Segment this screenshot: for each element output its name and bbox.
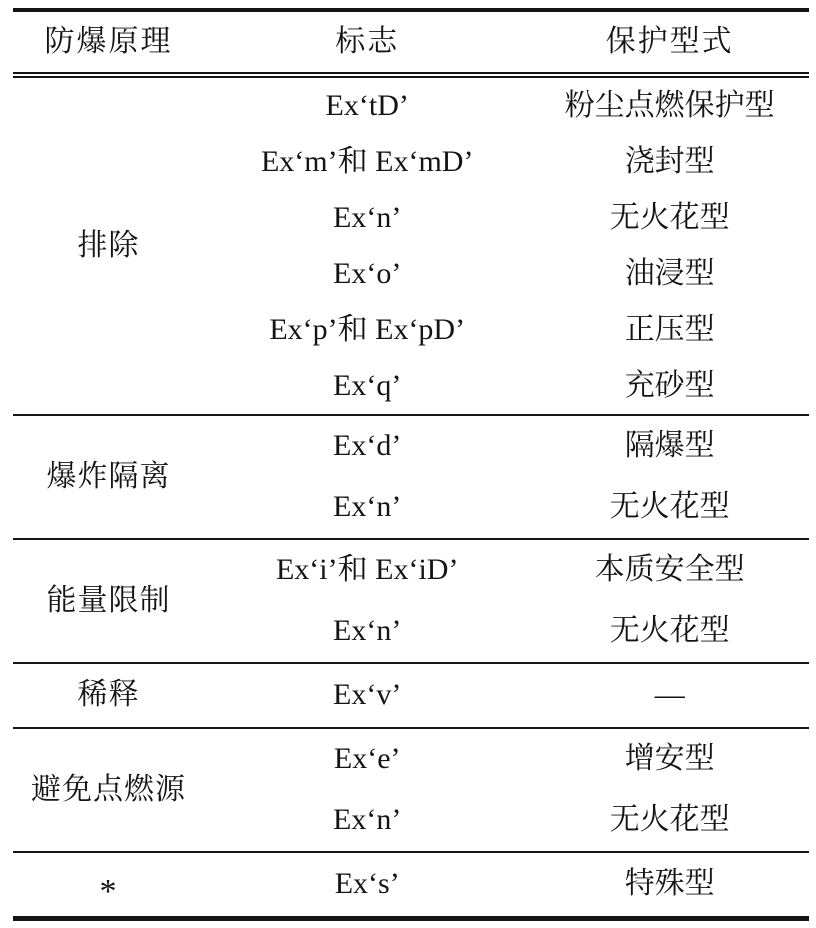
mark-cell: Ex‘d’ (333, 429, 402, 463)
asterisk-mark: * (99, 872, 118, 910)
mark-cell: Ex‘o’ (333, 256, 402, 290)
table-row (13, 539, 809, 601)
table-row (13, 415, 809, 477)
protection-cell: 本质安全型 (594, 553, 745, 587)
protection-cell: 粉尘点燃保护型 (564, 88, 775, 122)
table-row (13, 852, 809, 919)
principle-cell: 稀释 (77, 678, 140, 712)
principle-cell (13, 852, 204, 919)
group-explosion-isolation (13, 415, 809, 539)
protection-cell: 无火花型 (609, 200, 730, 234)
table-row (13, 728, 809, 790)
mark-cell: Ex‘q’ (333, 368, 402, 402)
principle-cell: 爆炸隔离 (46, 459, 171, 493)
mark-cell: Ex‘p’和 Ex‘pD’ (269, 312, 466, 346)
protection-cell: 无火花型 (609, 490, 730, 524)
protection-cell: — (654, 678, 685, 712)
mark-cell: Ex‘n’ (333, 200, 402, 234)
mark-cell: Ex‘i’和 Ex‘iD’ (275, 553, 459, 587)
mark-cell: Ex‘n’ (333, 803, 402, 837)
table-row (13, 663, 809, 728)
protection-cell: 增安型 (624, 742, 715, 776)
protection-cell: 无火花型 (609, 614, 730, 648)
mark-cell: Ex‘v’ (333, 678, 402, 712)
mark-cell: Ex‘tD’ (325, 88, 409, 122)
group-exclusion (13, 75, 809, 415)
header-principle: 防爆原理 (13, 10, 204, 75)
header-protection: 保护型式 (530, 10, 809, 75)
mark-cell: Ex‘s’ (334, 867, 400, 901)
protection-cell: 正压型 (624, 312, 715, 346)
table-row (13, 75, 809, 134)
protection-cell: 油浸型 (624, 256, 715, 290)
protection-cell: 浇封型 (624, 144, 715, 178)
principle-cell: 排除 (77, 228, 140, 262)
group-asterisk (13, 852, 809, 919)
group-dilution (13, 663, 809, 728)
principle-cell: 避免点燃源 (31, 772, 187, 806)
explosion-protection-table (13, 8, 809, 921)
table-header (13, 10, 809, 75)
principle-cell: 能量限制 (46, 583, 171, 617)
mark-cell: Ex‘m’和 Ex‘mD’ (260, 144, 474, 178)
protection-cell: 特殊型 (624, 867, 715, 901)
mark-cell: Ex‘n’ (333, 614, 402, 648)
group-avoid-ignition-source (13, 728, 809, 852)
protection-cell: 隔爆型 (624, 429, 715, 463)
mark-cell: Ex‘e’ (333, 742, 401, 776)
header-mark: 标志 (204, 10, 530, 75)
header-row (13, 10, 809, 75)
protection-cell: 无火花型 (609, 803, 730, 837)
protection-cell: 充砂型 (624, 368, 715, 402)
group-energy-limitation (13, 539, 809, 663)
mark-cell: Ex‘n’ (333, 490, 402, 524)
